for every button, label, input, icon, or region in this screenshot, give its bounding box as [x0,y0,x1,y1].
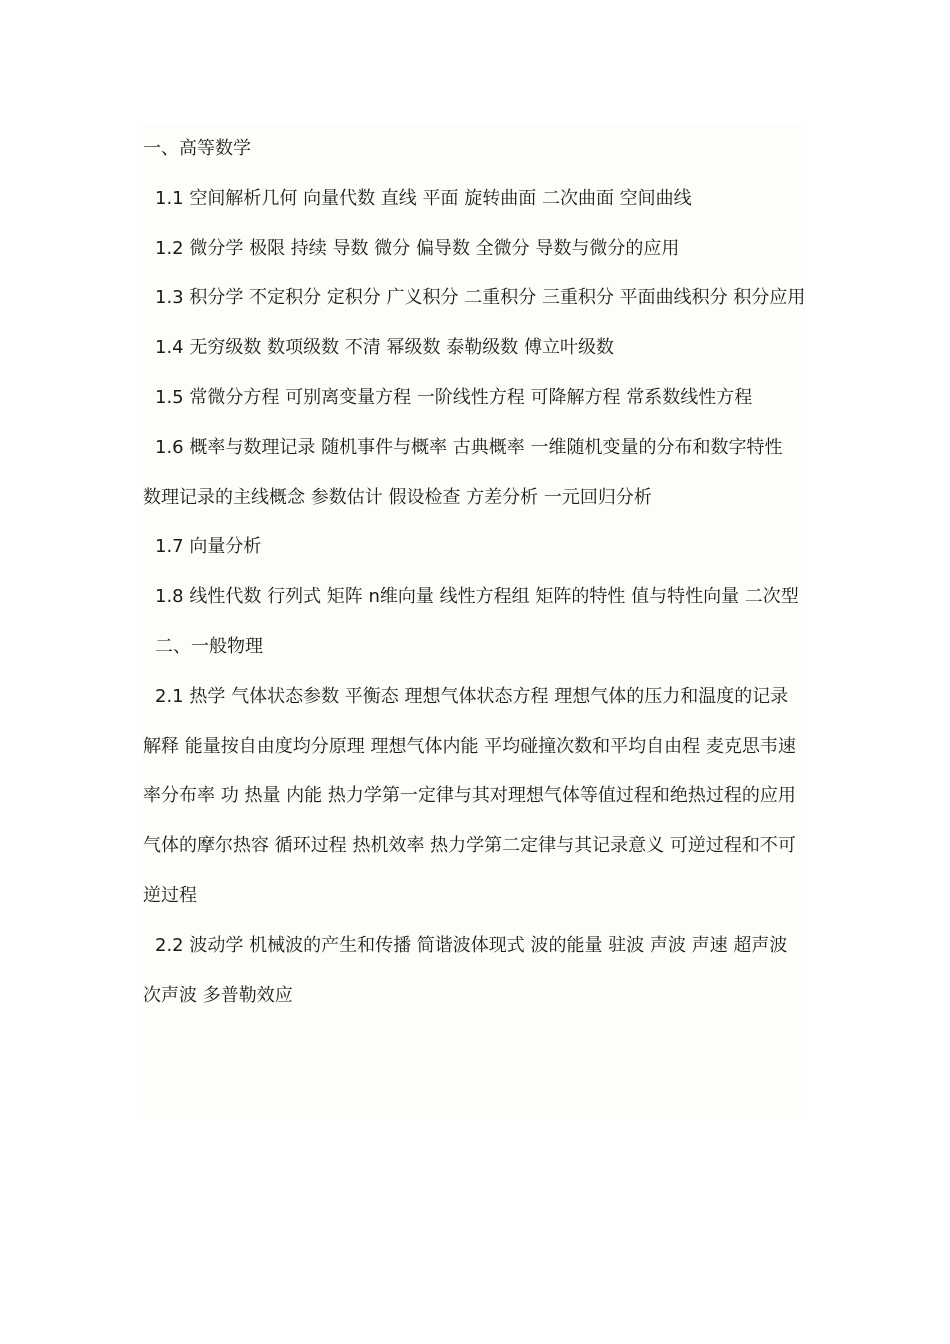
paragraph-2-1: 2.1 热学 气体状态参数 平衡态 理想气体状态方程 理想气体的压力和温度的记录解释 能量按自由度均分原理 理想气体内能 平均碰撞次数和平均自由程 麦克思韦速率分布率 功 热量 内能 热力学第一定律与其对理想气体等值过程和绝热过程的应用 气体的摩尔热容 循环过程 热机效率 热力学第二定律与其记录意义 可逆过程和不可逆过程 [143,685,796,906]
document-body [143,124,806,1020]
paragraph-1-1: 1.1 空间解析几何 向量代数 直线 平面 旋转曲面 二次曲面 空间曲线 [155,187,692,209]
paragraph-1-3: 1.3 积分学 不定积分 定积分 广义积分 二重积分 三重积分 平面曲线积分 积分应用 [155,287,806,309]
section-heading-physics: 二、一般物理 [155,635,263,657]
paragraph-2-2: 2.2 波动学 机械波的产生和传播 简谐波体现式 波的能量 驻波 声波 声速 超声波 次声波 多普勒效应 [143,934,788,1006]
paragraph-1-6: 1.6 概率与数理记录 随机事件与概率 古典概率 一维随机变量的分布和数字特性 数理记录的主线概念 参数估计 假设检查 方差分析 一元回归分析 [143,436,783,508]
paragraph-1-4: 1.4 无穷级数 数项级数 不清 幂级数 泰勒级数 傅立叶级数 [155,337,614,359]
paragraph-1-7: 1.7 向量分析 [155,536,262,558]
section-heading-math: 一、高等数学 [143,138,251,159]
paragraph-1-5: 1.5 常微分方程 可别离变量方程 一阶线性方程 可降解方程 常系数线性方程 [155,386,753,408]
paragraph-1-2: 1.2 微分学 极限 持续 导数 微分 偏导数 全微分 导数与微分的应用 [155,237,680,259]
paragraph-1-8: 1.8 线性代数 行列式 矩阵 n维向量 线性方程组 矩阵的特性 值与特性向量 二次型 [155,586,799,608]
